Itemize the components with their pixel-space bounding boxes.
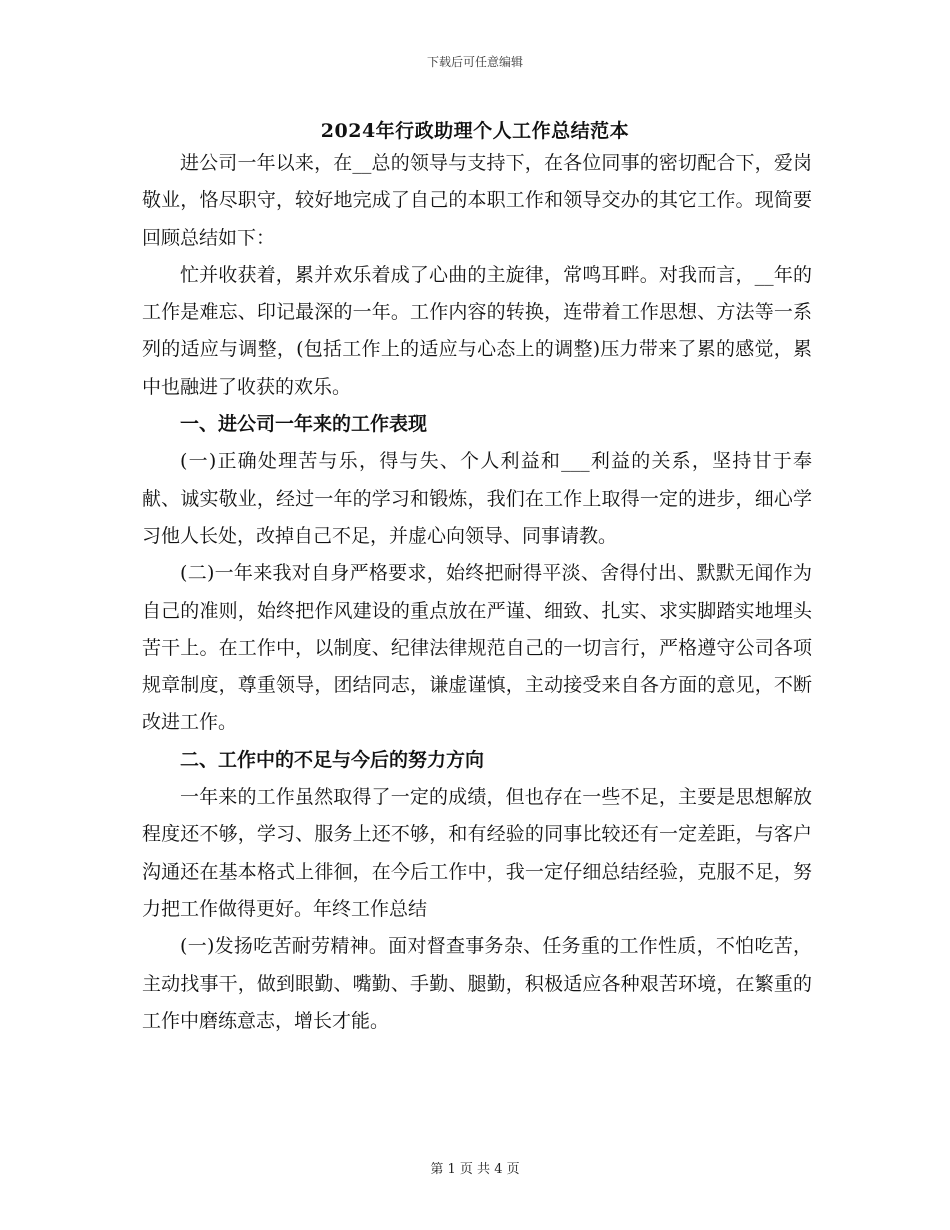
paragraph-section2-item1: (一)发扬吃苦耐劳精神。面对督查事务杂、任务重的工作性质，不怕吃苦，主动找事干，做到眼勤、嘴勤、手勤、腿勤，积极适应各种艰苦环境，在繁重的工作中磨练意志，增长才能。 — [142, 935, 812, 1032]
paragraph-intro: 进公司一年以来，在__总的领导与支持下，在各位同事的密切配合下，爱岗敬业，恪尽职守，较好地完成了自己的本职工作和领导交办的其它工作。现简要回顾总结如下： — [142, 152, 812, 249]
document-body — [142, 145, 812, 1040]
paragraph-reflection: 忙并收获着，累并欢乐着成了心曲的主旋律，常鸣耳畔。对我而言，__年的工作是难忘、印记最深的一年。工作内容的转换，连带着工作思想、方法等一系列的适应与调整，(包括工作上的适应与心态上的调整)压力带来了累的感觉，累中也融进了收获的欢乐。 — [142, 263, 812, 398]
section-heading-1: 一、进公司一年来的工作表现 — [180, 413, 428, 436]
paragraph-section2-summary: 一年来的工作虽然取得了一定的成绩，但也存在一些不足，主要是思想解放程度还不够，学习、服务上还不够，和有经验的同事比较还有一定差距，与客户沟通还在基本格式上徘徊，在今后工作中，我一定仔细总结经验，克服不足，努力把工作做得更好。年终工作总结 — [142, 786, 812, 920]
paragraph-section1-item2: (二)一年来我对自身严格要求，始终把耐得平淡、舍得付出、默默无闻作为自己的准则，始终把作风建设的重点放在严谨、细致、扎实、求实脚踏实地埋头苦干上。在工作中，以制度、纪律法律规范自己的一切言行，严格遵守公司各项规章制度，尊重领导，团结同志，谦虚谨慎，主动接受来自各方面的意见，不断改进工作。 — [142, 562, 812, 734]
page-footer: 第 1 页 共 4 页 — [430, 1162, 520, 1177]
header-note: 下载后可任意编辑 — [426, 55, 523, 69]
paragraph-section1-item1: (一)正确处理苦与乐，得与失、个人利益和___利益的关系，坚持甘于奉献、诚实敬业，经过一年的学习和锻炼，我们在工作上取得一定的进步，细心学习他人长处，改掉自己不足，并虚心向领导、同事请教。 — [142, 450, 812, 547]
document-title: 2024年行政助理个人工作总结范本 — [320, 120, 630, 142]
section-heading-2: 二、工作中的不足与今后的努力方向 — [180, 748, 485, 771]
